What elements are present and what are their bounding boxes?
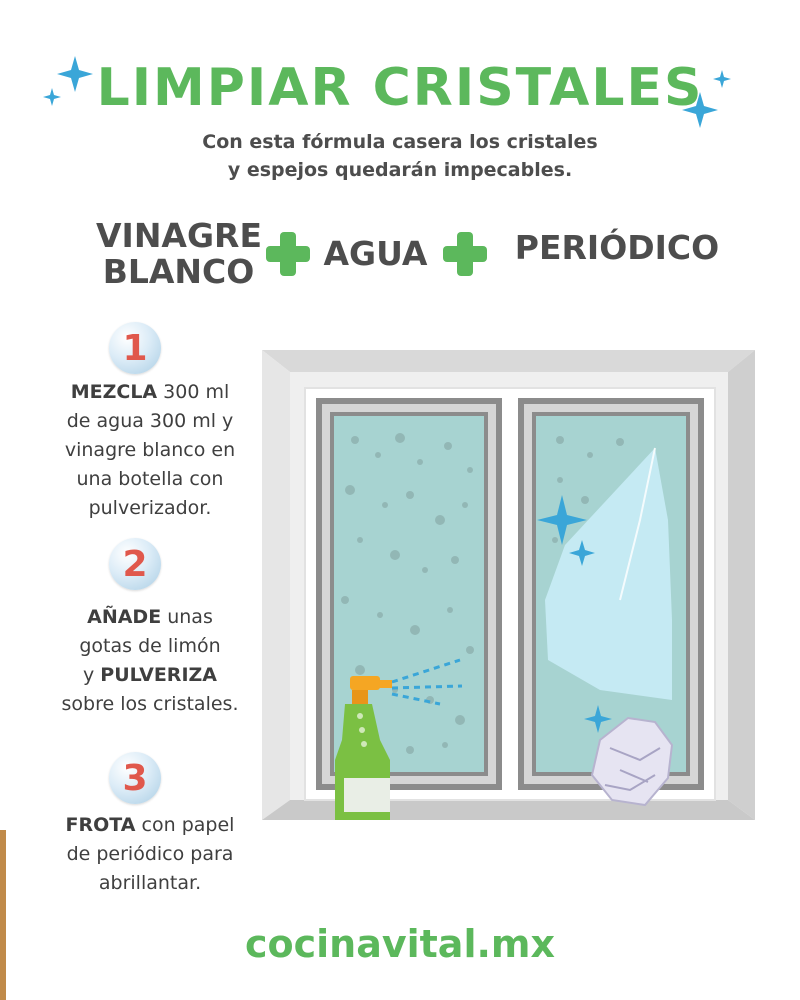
step-2-line4: sobre los cristales. <box>61 693 239 715</box>
ingredient-vinagre-line2: BLANCO <box>102 252 255 291</box>
plus-icon <box>266 232 310 276</box>
window-illustration <box>262 350 755 820</box>
page-title: LIMPIAR CRISTALES <box>96 58 704 118</box>
step-2-text <box>40 603 260 719</box>
subtitle-line-2: y espejos quedarán impecables. <box>227 159 573 181</box>
ingredient-vinagre <box>96 218 261 290</box>
step-1-line1: 300 ml <box>157 381 230 403</box>
step-1-line2: de agua 300 ml y <box>66 410 234 432</box>
step-2-badge: 2 <box>109 538 161 590</box>
step-1-badge: 1 <box>109 322 161 374</box>
step-3-badge: 3 <box>109 752 161 804</box>
step-2-line1: unas <box>161 606 213 628</box>
ingredient-vinagre-line1: VINAGRE <box>96 216 263 255</box>
step-3-line1: con papel <box>135 814 235 836</box>
step-1-line3: vinagre blanco en <box>64 439 236 461</box>
step-1-text <box>40 378 260 523</box>
step-3-line2: de periódico para <box>66 843 234 865</box>
step-2-verb-2: PULVERIZA <box>100 664 217 686</box>
step-1-line5: pulverizador. <box>88 497 212 519</box>
step-2-verb: AÑADE <box>87 606 162 628</box>
wood-edge <box>0 830 6 1000</box>
step-3-verb: FROTA <box>65 814 136 836</box>
step-2-line2: gotas de limón <box>79 635 221 657</box>
ingredient-agua: AGUA <box>323 234 428 273</box>
step-3-line3: abrillantar. <box>98 872 202 894</box>
plus-icon <box>443 232 487 276</box>
step-2-line3-pre: y <box>82 664 101 686</box>
step-1-verb: MEZCLA <box>70 381 158 403</box>
step-1-line4: una botella con <box>76 468 224 490</box>
footer-brand: cocinavital.mx <box>244 922 556 966</box>
subtitle-line-1: Con esta fórmula casera los cristales <box>202 131 598 153</box>
ingredient-periodico: PERIÓDICO <box>514 228 720 267</box>
step-3-text <box>40 811 260 898</box>
subtitle <box>150 128 650 184</box>
